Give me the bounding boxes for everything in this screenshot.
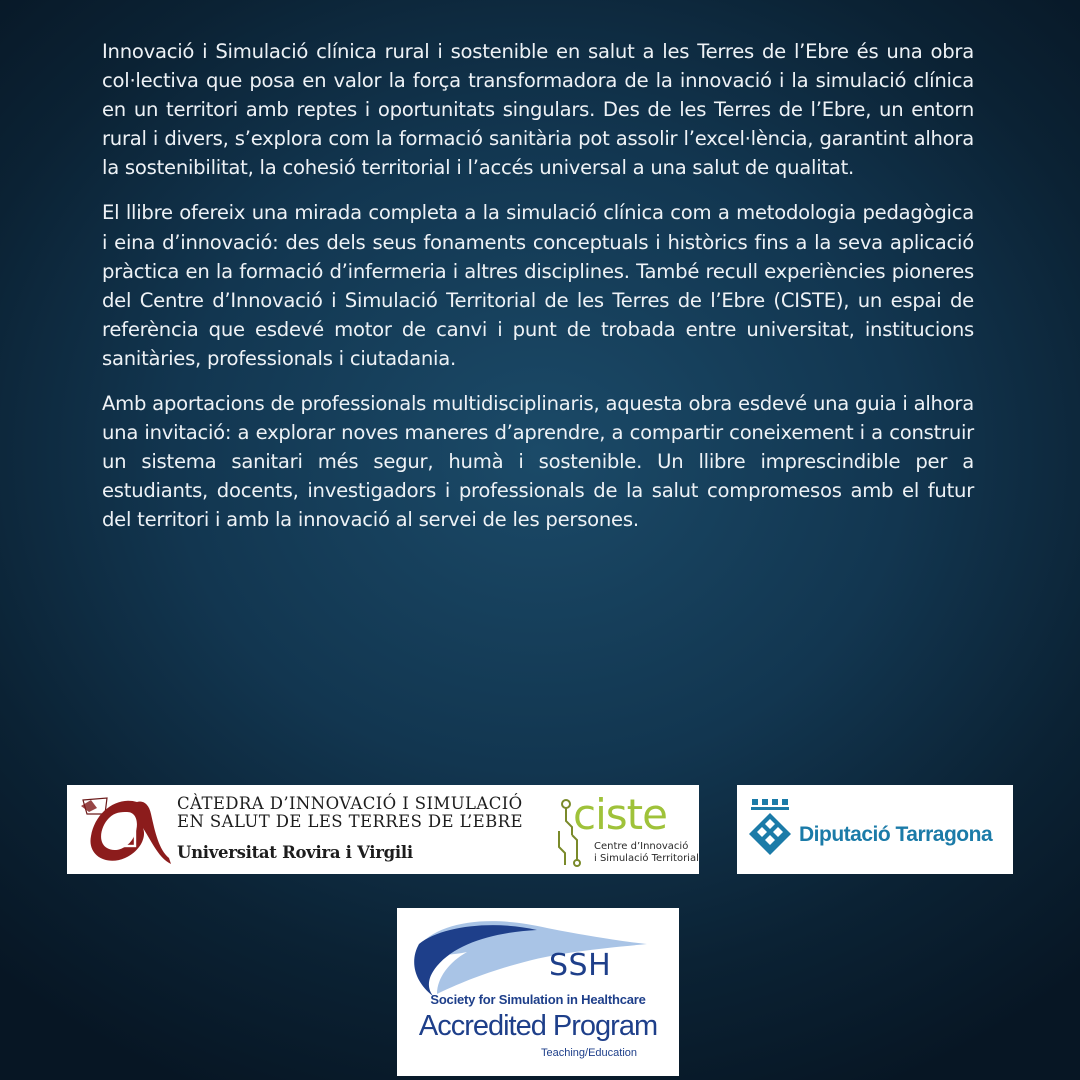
ciste-subtitle-line-2: i Simulació Territorial — [594, 853, 699, 864]
ssh-society-name: Society for Simulation in Healthcare — [430, 992, 646, 1007]
diputacio-logo-panel — [737, 785, 1013, 874]
description-paragraph-2: El llibre ofereix una mirada completa a la simulació clínica com a metodologia pedagògica i eina d’innovació: des dels seus fonaments conceptuals i històrics fins a la seva aplicació pràctica en la formació d’infermeria i altres disciplines. També recull experiències pioneres del Centre d’Innovació i Simulació Territorial de les Terres de l’Ebre (CISTE), un espai de referència que esdevé motor de canvi i punt de trobada entre universitat, institucions sanitàries, professionals i ciutadania. — [102, 201, 974, 370]
description-paragraph-1: Innovació i Simulació clínica rural i sostenible en salut a les Terres de l’Ebre és una obra col·lectiva que posa en valor la força transformadora de la innovació i la simulació clínica en un territori amb reptes i oportunitats singulars. Des de les Terres de l’Ebre, un entorn rural i divers, s’explora com la formació sanitària pot assolir l’excel·lència, garantint alhora la sostenibilitat, la cohesió territorial i l’accés universal a una salut de qualitat. — [102, 40, 974, 180]
catedra-line-2: EN SALUT DE LES TERRES DE L’EBRE — [177, 812, 523, 831]
ciste-subtitle-line-1: Centre d’Innovació — [594, 841, 689, 852]
university-name: Universitat Rovira i Virgili — [177, 843, 413, 862]
ssh-category: Teaching/Education — [540, 1047, 637, 1059]
urv-emblem-icon — [77, 792, 173, 868]
diputacio-emblem-icon — [745, 797, 795, 863]
ciste-subtitle — [594, 841, 699, 865]
back-cover-description — [102, 37, 974, 551]
ssh-abbreviation: SSH — [549, 948, 612, 983]
diputacio-name: Diputació Tarragona — [799, 823, 993, 846]
ssh-accreditation-panel — [397, 908, 679, 1076]
urv-ciste-logo-panel — [67, 785, 699, 874]
ssh-swoosh-icon — [397, 908, 679, 998]
ciste-wordmark: ciste — [573, 790, 667, 839]
catedra-title — [177, 795, 537, 863]
catedra-line-1: CÀTEDRA D’INNOVACIÓ I SIMULACIÓ — [177, 794, 523, 813]
ssh-accredited-program: Accredited Program — [418, 1010, 658, 1042]
description-paragraph-3: Amb aportacions de professionals multidisciplinaris, aquesta obra esdevé una guia i alhora una invitació: a explorar noves maneres d’aprendre, a compartir coneixement i a construir un sistema sanitari més segur, humà i sostenible. Un llibre imprescindible per a estudiants, docents, investigadors i professionals de la salut compromesos amb el futur del territori i amb la innovació al servei de les persones. — [102, 392, 974, 532]
